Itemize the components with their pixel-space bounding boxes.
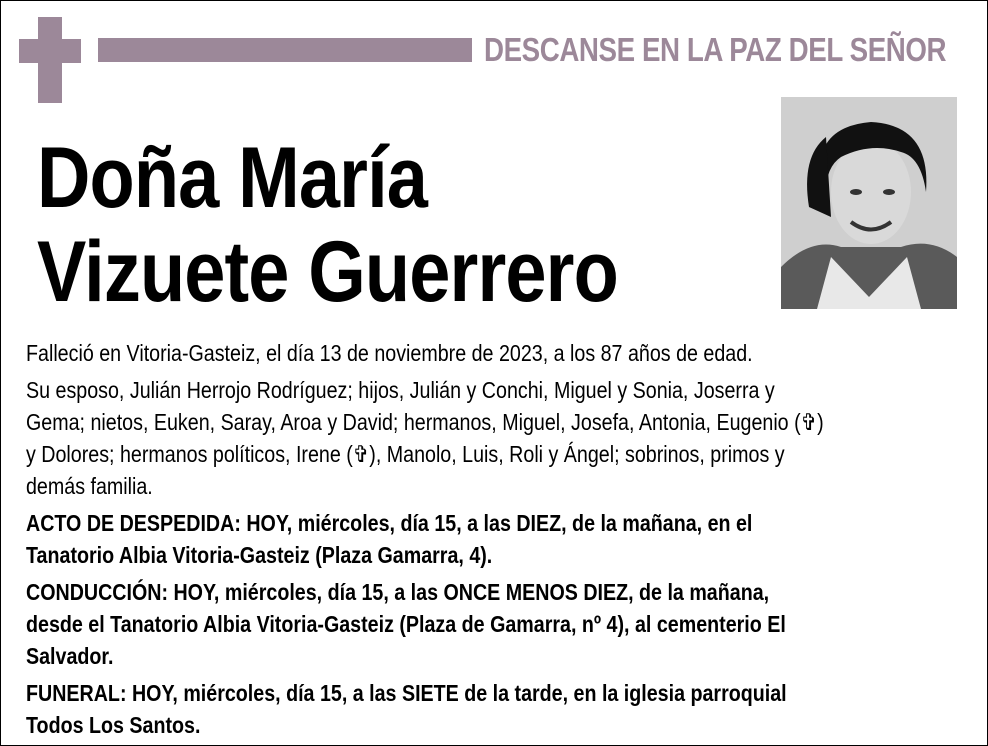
paragraph: [26, 677, 966, 741]
cross-icon: [19, 17, 81, 103]
text-line: Gema; nietos, Euken, Saray, Aroa y David; hermanos, Miguel, Josefa, Antonia, Eugenio (✞): [26, 409, 824, 435]
text-line: Su esposo, Julián Herrojo Rodríguez; hijos, Julián y Conchi, Miguel y Sonia, Joserra y: [26, 377, 775, 403]
text-line: CONDUCCIÓN: HOY, miércoles, día 15, a las ONCE MENOS DIEZ, de la mañana,: [26, 579, 770, 605]
header-bar: [98, 38, 472, 62]
obituary-body: [26, 337, 966, 746]
paragraph: [26, 576, 966, 672]
portrait-photo: [781, 97, 957, 309]
paragraph: [26, 337, 966, 369]
text-line: demás familia.: [26, 473, 153, 499]
motto: DESCANSE EN LA PAZ DEL SEÑOR: [484, 31, 947, 68]
text-line: Todos Los Santos.: [26, 712, 201, 738]
deceased-name-line1: Doña María: [37, 130, 428, 226]
paragraph: [26, 374, 966, 502]
text-line: y Dolores; hermanos políticos, Irene (✞), Manolo, Luis, Roli y Ángel; sobrinos, primos y: [26, 441, 785, 467]
paragraph: [26, 507, 966, 571]
text-line: Falleció en Vitoria-Gasteiz, el día 13 de noviembre de 2023, a los 87 años de edad.: [26, 340, 753, 366]
deceased-name-line2: Vizuete Guerrero: [37, 224, 618, 320]
text-line: Salvador.: [26, 643, 114, 669]
text-line: desde el Tanatorio Albia Vitoria-Gasteiz (Plaza de Gamarra, nº 4), al cementerio El: [26, 611, 786, 637]
text-line: Tanatorio Albia Vitoria-Gasteiz (Plaza Gamarra, 4).: [26, 542, 493, 568]
text-line: FUNERAL: HOY, miércoles, día 15, a las SIETE de la tarde, en la iglesia parroquial: [26, 680, 787, 706]
text-line: ACTO DE DESPEDIDA: HOY, miércoles, día 15, a las DIEZ, de la mañana, en el: [26, 510, 753, 536]
